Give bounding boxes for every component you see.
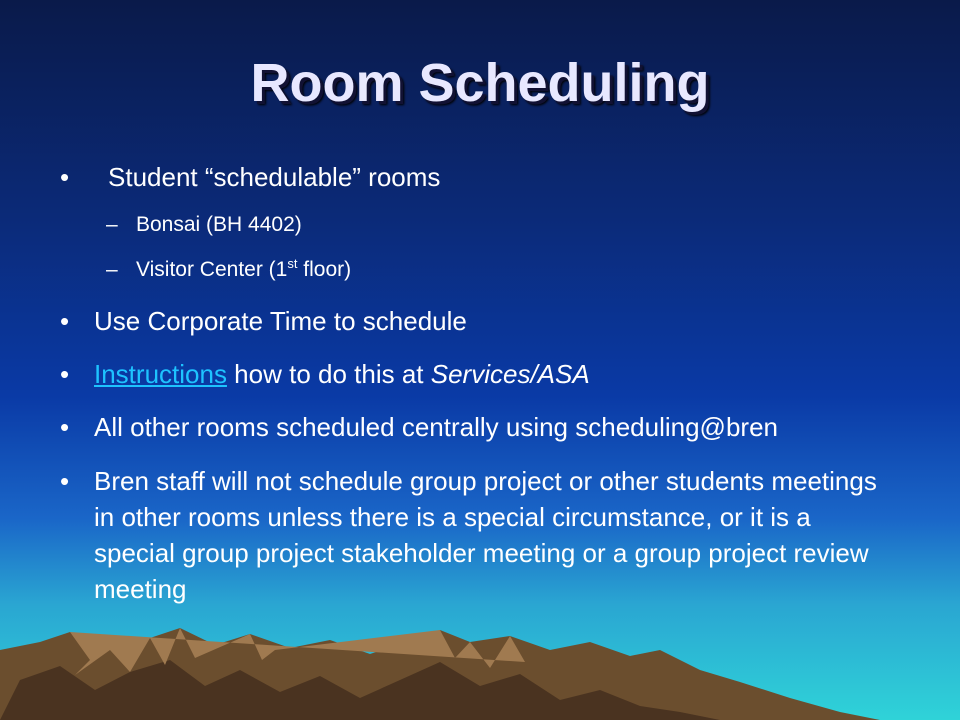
sub-item-text-before: Visitor Center (1	[136, 258, 288, 281]
bullet-text	[94, 357, 590, 391]
bullet-icon: •	[60, 412, 70, 442]
instructions-link[interactable]: Instructions	[94, 359, 227, 389]
mountain-range	[0, 620, 960, 720]
bullet-icon: •	[60, 162, 70, 192]
sub-item-superscript: st	[287, 256, 298, 271]
bullet-text: Student “schedulable” rooms	[108, 162, 441, 192]
bullet-text: All other rooms scheduled centrally using scheduling@bren	[94, 412, 778, 442]
bullet-icon: •	[60, 306, 70, 336]
bullet-text: Use Corporate Time to schedule	[94, 306, 467, 336]
bullet-text: Bren staff will not schedule group project or other students meetings in other rooms unless there is a special circumstance, or it is a special group project stakeholder meeting or a group project review meeting	[94, 466, 877, 604]
bullet-text-italic: Services/ASA	[430, 359, 590, 389]
slide-title: Room Scheduling	[250, 53, 710, 113]
sub-item-text-after: floor)	[297, 258, 352, 281]
bullet-icon: •	[60, 466, 70, 496]
bullet-text-after: how to do this at	[226, 359, 431, 389]
bullet-icon: •	[60, 359, 70, 389]
dash-icon: –	[106, 213, 118, 236]
sub-item-text: Bonsai (BH 4402)	[136, 213, 302, 236]
sub-item-text	[136, 256, 351, 284]
dash-icon: –	[106, 258, 118, 281]
